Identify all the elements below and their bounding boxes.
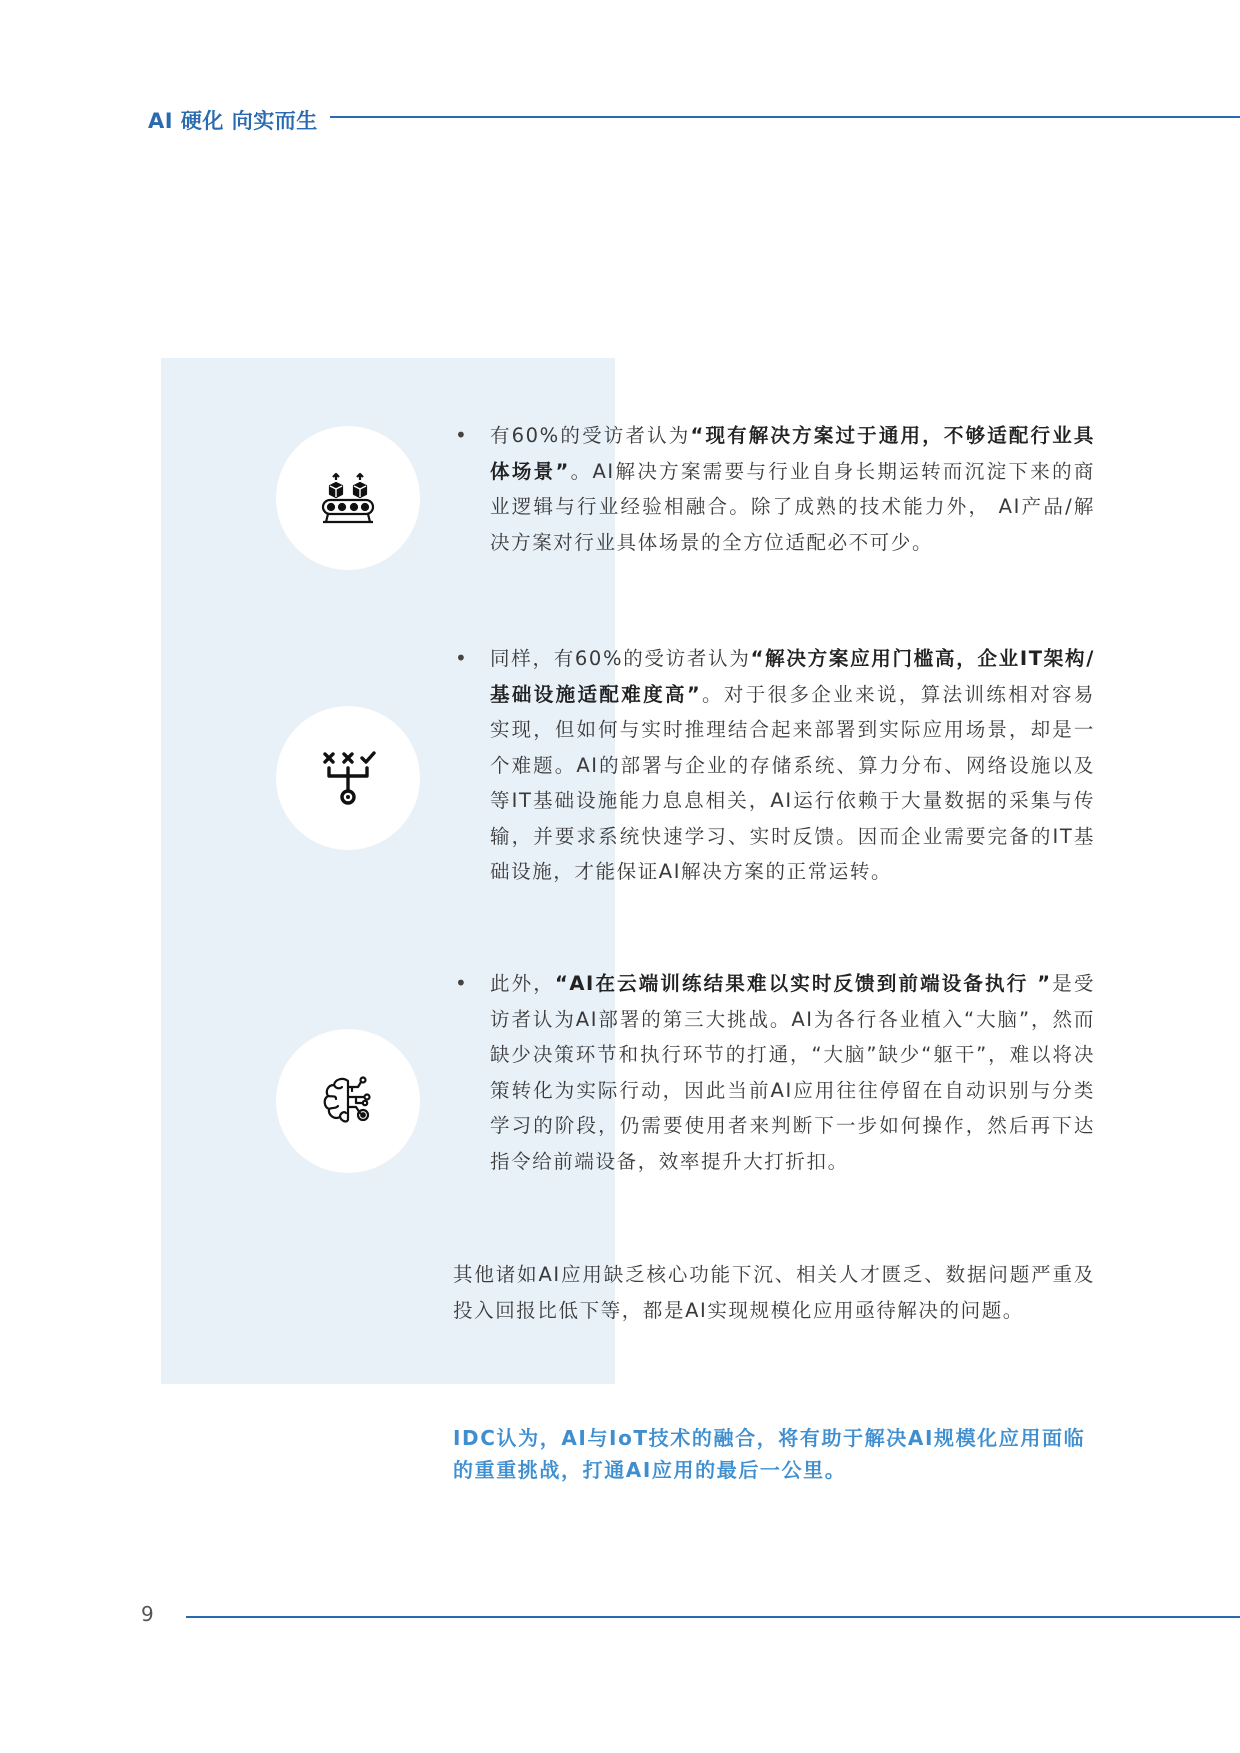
bullet-marker: • [455, 646, 467, 670]
bullet-1-body: 。AI解决方案需要与行业自身长期运转而沉淀下来的商业逻辑与行业经验相融合。除了成熟的技术能力外， AI产品/解决方案对行业具体场景的全方位适配必不可少。 [490, 459, 1095, 554]
idc-conclusion: IDC认为，AI与IoT技术的融合，将有助于解决AI规模化应用面临的重重挑战，打通AI应用的最后一公里。 [453, 1426, 1086, 1482]
bullet-text-2 [490, 641, 1095, 890]
bullet-2-highlight: “解决方案应用门槛高，企业IT架构/基础设施适配难度高” [490, 647, 1095, 706]
bullet-marker: • [455, 971, 467, 995]
bullet-3-body: 是受访者认为AI部署的第三大挑战。AI为各行各业植入“大脑”，然而缺少决策环节和执行环节的打通，“大脑”缺少“躯干”，难以将决策转化为实际行动，因此当前AI应用往往停留在自动识别与分类学习的阶段，仍需要使用者来判断下一步如何操作，然后再下达指令给前端设备，效率提升大打折扣。 [490, 972, 1095, 1173]
bullet-1-lead: 有60%的受访者认为 [490, 424, 691, 447]
icon-circle-3 [276, 1029, 420, 1173]
footer-divider [186, 1616, 1240, 1618]
brain-circuit-icon [316, 1069, 380, 1133]
bullet-2-lead: 同样，有60%的受访者认为 [490, 647, 751, 670]
bullet-item-3 [455, 966, 1095, 1179]
conveyor-boxes-icon [316, 466, 380, 530]
closing-paragraph: 其他诸如AI应用缺乏核心功能下沉、相关人才匮乏、数据问题严重及投入回报比低下等，都是AI实现规模化应用亟待解决的问题。 [453, 1263, 1095, 1322]
decision-flow-icon [316, 746, 380, 810]
bullet-3-lead: 此外， [490, 972, 555, 995]
page-header-title: AI 硬化 向实而生 [148, 109, 318, 133]
bullet-item-2 [455, 641, 1095, 890]
header-divider [330, 116, 1240, 118]
icon-circle-2 [276, 706, 420, 850]
bullet-text-1 [490, 418, 1095, 560]
bullet-item-1 [455, 418, 1095, 560]
bullet-text-3 [490, 966, 1095, 1179]
page-number: 9 [141, 1602, 154, 1626]
bullet-2-body: 。对于很多企业来说，算法训练相对容易实现，但如何与实时推理结合起来部署到实际应用场景，却是一个难题。AI的部署与企业的存储系统、算力分布、网络设施以及等IT基础设施能力息息相关，AI运行依赖于大量数据的采集与传输，并要求系统快速学习、实时反馈。因而企业需要完备的IT基础设施，才能保证AI解决方案的正常运转。 [490, 682, 1095, 883]
icon-circle-1 [276, 426, 420, 570]
bullet-1-highlight: “现有解决方案过于通用，不够适配行业具体场景” [490, 424, 1096, 483]
bullet-marker: • [455, 423, 467, 447]
bullet-3-highlight: “AI在云端训练结果难以实时反馈到前端设备执行 ” [554, 972, 1052, 995]
